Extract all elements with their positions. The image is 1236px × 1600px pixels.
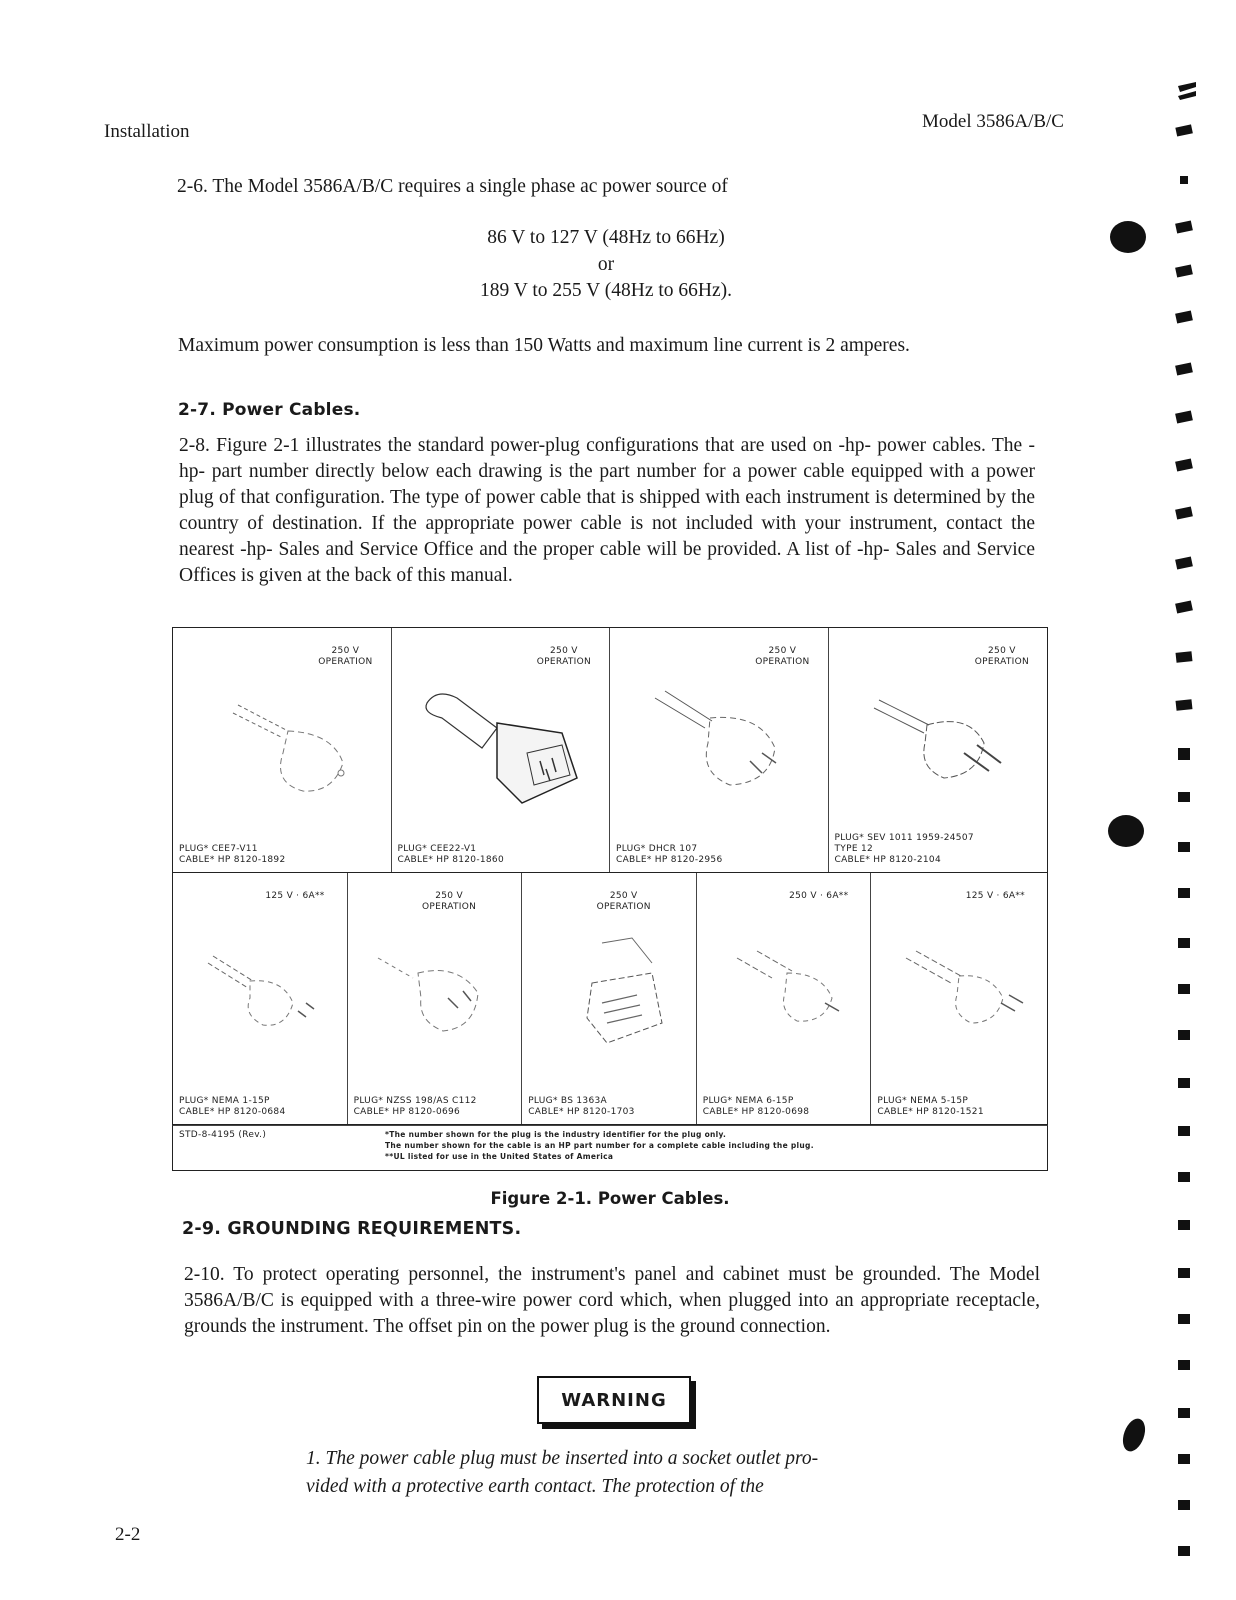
cable-label: CABLE* HP 8120-1521 bbox=[877, 1107, 984, 1117]
voltage-label: 125 V · 6A** bbox=[965, 891, 1025, 901]
running-header-model: Model 3586A/B/C bbox=[922, 111, 1064, 132]
note-1: *The number shown for the plug is the industry identifier for the plug only. bbox=[385, 1130, 727, 1139]
plug-label: PLUG* NEMA 1-15P bbox=[179, 1096, 270, 1106]
plug-drawing-cee7 bbox=[193, 683, 363, 803]
plug-label: PLUG* CEE7-V11 bbox=[179, 844, 258, 854]
plug-drawing-dhcr bbox=[630, 683, 800, 803]
plug-type-label: TYPE 12 bbox=[834, 844, 874, 854]
cable-label: CABLE* HP 8120-0696 bbox=[353, 1107, 461, 1117]
cable-label: CABLE* HP 8120-2956 bbox=[616, 855, 723, 865]
para-2-6-intro: 2-6. The Model 3586A/B/C requires a single phase ac power source of bbox=[177, 176, 728, 197]
std-number: STD-8-4195 (Rev.) bbox=[179, 1130, 267, 1140]
operation-label: OPERATION bbox=[421, 902, 477, 912]
plug-label: PLUG* BS 1363A bbox=[528, 1096, 607, 1106]
plug-drawing-sev bbox=[849, 683, 1019, 803]
voltage-label: 250 V bbox=[609, 891, 638, 901]
plug-label: PLUG* NZSS 198/AS C112 bbox=[353, 1096, 477, 1106]
plug-cell-nzss bbox=[348, 873, 523, 1124]
cable-label: CABLE* HP 8120-1892 bbox=[179, 855, 286, 865]
plug-label: PLUG* DHCR 107 bbox=[616, 844, 698, 854]
plug-drawing-cee22 bbox=[412, 683, 592, 813]
voltage-label: 250 V bbox=[331, 646, 360, 656]
cable-label: CABLE* HP 8120-1703 bbox=[528, 1107, 635, 1117]
plug-cell-cee22 bbox=[392, 628, 611, 872]
plug-drawing-nema-1-15p bbox=[188, 943, 338, 1043]
warning-box: WARNING bbox=[537, 1376, 691, 1424]
max-power-text: Maximum power consumption is less than 150 Watts and maximum line current is 2 amperes. bbox=[178, 335, 910, 356]
plug-cell-dhcr bbox=[610, 628, 829, 872]
plug-cell-nema-6-15p bbox=[697, 873, 872, 1124]
voltage-label: 250 V bbox=[768, 646, 797, 656]
plug-label: PLUG* NEMA 6-15P bbox=[702, 1096, 794, 1106]
plug-cell-cee7 bbox=[173, 628, 392, 872]
running-header-section: Installation bbox=[104, 121, 190, 142]
plug-label: PLUG* CEE22-V1 bbox=[397, 844, 477, 854]
warning-text-line-1: 1. The power cable plug must be inserted into a socket outlet pro- bbox=[306, 1448, 819, 1469]
cable-label: CABLE* HP 8120-0698 bbox=[702, 1107, 810, 1117]
figure-notes-row bbox=[172, 1125, 1048, 1171]
binding-edge-marks bbox=[1100, 80, 1210, 1600]
voltage-label: 250 V bbox=[435, 891, 463, 901]
heading-power-cables: 2-7. Power Cables. bbox=[178, 400, 361, 420]
note-2: The number shown for the cable is an HP part number for a complete cable including the plug. bbox=[385, 1141, 814, 1150]
para-2-8: 2-8. Figure 2-1 illustrates the standard power-plug configurations that are used on -hp- power cables. The -hp- part number directly below each drawing is the part number for a power cable equipped with a power plug of that configuration. The type of power cable that is shipped with each instrument is determined by the country of destination. If the appropriate power cable is not included with your instrument, contact the nearest -hp- Sales and Service Office and the proper cable will be provided. A list of -hp- Sales and Service Offices is given at the back of this manual. bbox=[179, 435, 1035, 586]
operation-label: OPERATION bbox=[318, 657, 373, 667]
operation-label: OPERATION bbox=[536, 657, 591, 667]
page-number: 2-2 bbox=[115, 1524, 141, 1545]
plug-cell-bs1363a bbox=[522, 873, 697, 1124]
plug-drawing-nema-6-15p bbox=[717, 943, 867, 1043]
plug-drawing-nzss bbox=[363, 943, 513, 1043]
cable-label: CABLE* HP 8120-1860 bbox=[397, 855, 504, 865]
cable-label: CABLE* HP 8120-2104 bbox=[834, 855, 941, 865]
figure-row-2 bbox=[172, 873, 1048, 1125]
figure-row-1 bbox=[172, 627, 1048, 873]
voltage-label: 250 V bbox=[988, 646, 1016, 656]
plug-drawing-nema-5-15p bbox=[891, 943, 1041, 1043]
plug-cell-sev bbox=[829, 628, 1048, 872]
operation-label: OPERATION bbox=[755, 657, 810, 667]
plug-cell-nema-1-15p bbox=[173, 873, 348, 1124]
voltage-label: 250 V · 6A** bbox=[789, 891, 849, 901]
plug-label: PLUG* NEMA 5-15P bbox=[877, 1096, 969, 1106]
note-3: **UL listed for use in the United States of America bbox=[385, 1152, 614, 1161]
figure-title: Figure 2-1. Power Cables. bbox=[490, 1189, 730, 1208]
operation-label: OPERATION bbox=[596, 902, 651, 912]
plug-cell-nema-5-15p bbox=[871, 873, 1047, 1124]
plug-label: PLUG* SEV 1011 1959-24507 bbox=[834, 833, 974, 843]
warning-text-line-2: vided with a protective earth contact. The protection of the bbox=[306, 1476, 764, 1497]
voltage-range-1: 86 V to 127 V (48Hz to 66Hz) bbox=[487, 227, 725, 248]
plug-drawing-bs1363a bbox=[542, 933, 692, 1053]
para-2-10: 2-10. To protect operating personnel, the instrument's panel and cabinet must be grounded. The Model 3586A/B/C is equipped with a three-wire power cord which, when plugged into an appropriate receptacle, grounds the instrument. The offset pin on the power plug is the ground connection. bbox=[184, 1264, 1040, 1337]
figure-power-cables bbox=[172, 627, 1048, 1208]
figure-notes bbox=[385, 1129, 814, 1162]
voltage-label: 125 V · 6A** bbox=[265, 891, 325, 901]
operation-label: OPERATION bbox=[974, 657, 1029, 667]
heading-grounding: 2-9. GROUNDING REQUIREMENTS. bbox=[182, 1219, 522, 1239]
voltage-label: 250 V bbox=[550, 646, 578, 656]
voltage-range-2: 189 V to 255 V (48Hz to 66Hz). bbox=[479, 280, 733, 301]
voltage-or: or bbox=[597, 254, 615, 275]
cable-label: CABLE* HP 8120-0684 bbox=[179, 1107, 286, 1117]
